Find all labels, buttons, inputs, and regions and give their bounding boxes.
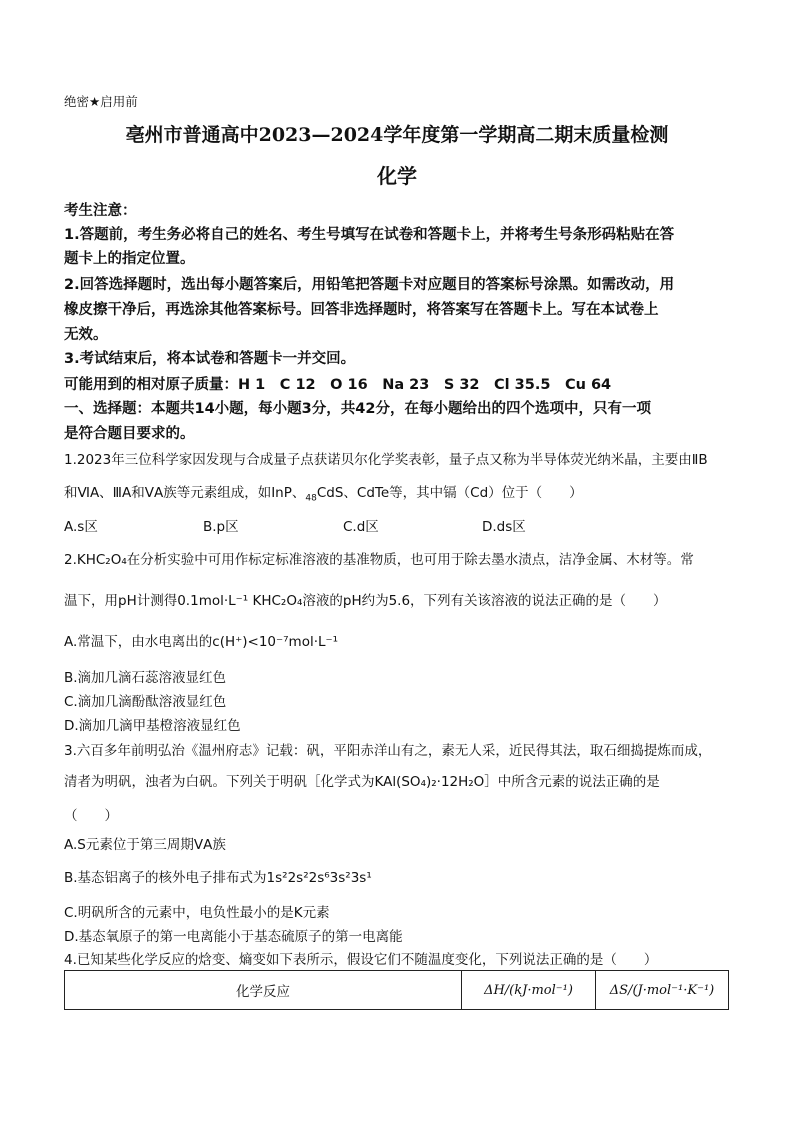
question-3-line-1: 3.六百多年前明弘治《温州府志》记载：矾，平阳赤洋山有之，素无人采，近民得其法，取石细捣提炼而成， xyxy=(64,743,712,759)
question-3-option-a: A.S元素位于第三周期ⅤA族 xyxy=(64,837,226,853)
question-1-line-2a: 和ⅥA、ⅢA和ⅤA族等元素组成，如InP、 xyxy=(64,485,306,501)
atomic-mass-line: 可能用到的相对原子质量：H 1 C 12 O 16 Na 23 S 32 Cl 35.5 Cu 64 xyxy=(64,377,612,393)
notice-item-1-line-2: 题卡上的指定位置。 xyxy=(64,251,195,267)
notice-item-2-line-2: 橡皮擦干净后，再选涂其他答案标号。回答非选择题时，将答案写在答题卡上。写在本试卷上 xyxy=(64,302,659,318)
cadmium-atomic-number: 48 xyxy=(305,493,317,504)
notice-heading: 考生注意： xyxy=(64,203,137,219)
notice-item-2-line-3: 无效。 xyxy=(64,327,108,343)
question-2-option-a: A.常温下，由水电离出的c(H⁺)<10⁻⁷mol·L⁻¹ xyxy=(64,634,339,650)
question-3-option-c: C.明矾所含的元素中，电负性最小的是K元素 xyxy=(64,905,330,921)
question-3-line-2: 清者为明矾，浊者为白矾。下列关于明矾［化学式为KAl(SO₄)₂·12H₂O］中所含元素的说法正确的是 xyxy=(64,774,660,790)
table-header-entropy: ΔS/(J·mol⁻¹·K⁻¹) xyxy=(609,982,715,998)
question-2-option-d: D.滴加几滴甲基橙溶液显红色 xyxy=(64,718,241,734)
notice-item-1-line-1: 1.答题前，考生务必将自己的姓名、考生号填写在试卷和答题卡上，并将考生号条形码粘贴在答 xyxy=(64,227,675,243)
question-1-line-2b: CdS、CdTe等，其中镉（Cd）位于（ ） xyxy=(316,485,583,501)
notice-item-2-line-1: 2.回答选择题时，选出每小题答案后，用铅笔把答题卡对应题目的答案标号涂黑。如需改动，用 xyxy=(64,277,675,293)
question-2-line-1: 2.KHC₂O₄在分析实验中可用作标定标准溶液的基准物质，也可用于除去墨水渍点，洁净金属、木材等。常 xyxy=(64,552,694,568)
question-1-option-a: A.s区 xyxy=(64,519,98,535)
subject-title: 化学 xyxy=(377,164,417,188)
question-1-option-c: C.d区 xyxy=(343,519,379,535)
section-1-line-1: 一、选择题：本题共14小题，每小题3分，共42分，在每小题给出的四个选项中，只有一项 xyxy=(64,401,651,417)
question-1-line-2 xyxy=(64,481,583,504)
table-header-enthalpy: ΔH/(kJ·mol⁻¹) xyxy=(462,971,596,1009)
exam-title: 亳州市普通高中2023—2024学年度第一学期高二期末质量检测 xyxy=(125,124,669,146)
table-header-reaction: 化学反应 xyxy=(65,971,462,1009)
question-1-option-b: B.p区 xyxy=(203,519,239,535)
question-1-line-1: 1.2023年三位科学家因发现与合成量子点获诺贝尔化学奖表彰，量子点又称为半导体荧光纳米晶，主要由ⅡB xyxy=(64,452,708,468)
question-4-line-1: 4.已知某些化学反应的焓变、熵变如下表所示，假设它们不随温度变化，下列说法正确的是（ ） xyxy=(64,952,658,968)
reaction-table xyxy=(64,970,729,1010)
question-3-option-d: D.基态氧原子的第一电离能小于基态硫原子的第一电离能 xyxy=(64,929,403,945)
question-2-line-2: 温下，用pH计测得0.1mol·L⁻¹ KHC₂O₄溶液的pH约为5.6，下列有关该溶液的说法正确的是（ ） xyxy=(64,593,667,609)
question-1-option-d: D.ds区 xyxy=(482,519,526,535)
confidential-label: 绝密★启用前 xyxy=(64,94,138,109)
notice-item-3: 3.考试结束后，将本试卷和答题卡一并交回。 xyxy=(64,351,356,367)
question-2-option-b: B.滴加几滴石蕊溶液显红色 xyxy=(64,670,227,686)
question-3-option-b: B.基态铝离子的核外电子排布式为1s²2s²2s⁶3s²3s¹ xyxy=(64,870,372,886)
question-2-option-c: C.滴加几滴酚酞溶液显红色 xyxy=(64,694,227,710)
section-1-line-2: 是符合题目要求的。 xyxy=(64,426,195,442)
question-3-line-3: （ ） xyxy=(64,808,118,824)
